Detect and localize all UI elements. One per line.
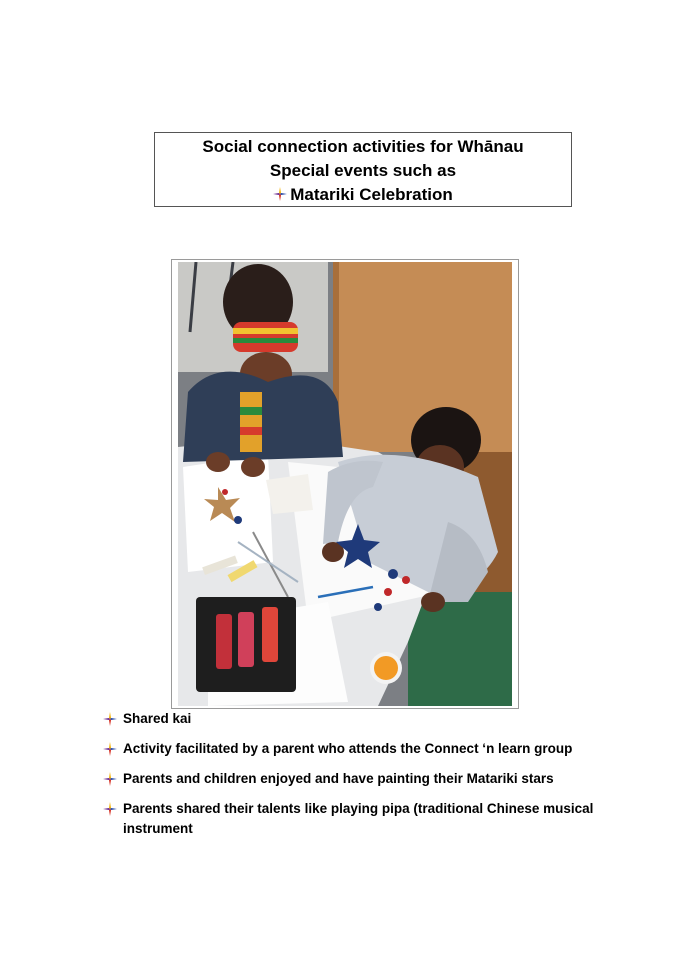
bullet-list [103,709,623,849]
photo-frame [171,259,519,709]
list-item [103,769,623,789]
title-line-3-text: Matariki Celebration [290,185,453,204]
title-line-3 [155,183,571,207]
title-line-2: Special events such as [269,161,457,180]
title-box [154,132,572,207]
list-item-text: Parents and children enjoyed and have painting their Matariki stars [123,771,554,786]
star-bullet-icon [103,742,117,756]
title-line-1: Social connection activities for Whānau [202,137,524,156]
list-item [103,709,623,729]
list-item-text: Activity facilitated by a parent who attends the Connect ‘n learn group [123,741,573,756]
star-bullet-icon [103,712,117,726]
photo-children-painting-stars [178,262,512,706]
star-bullet-icon [103,802,117,816]
list-item-text: Parents shared their talents like playing pipa (traditional Chinese musical instrument [123,801,594,836]
list-item [103,739,623,759]
list-item [103,799,623,839]
star-bullet-icon [273,187,287,201]
list-item-text: Shared kai [123,711,192,726]
star-bullet-icon [103,772,117,786]
